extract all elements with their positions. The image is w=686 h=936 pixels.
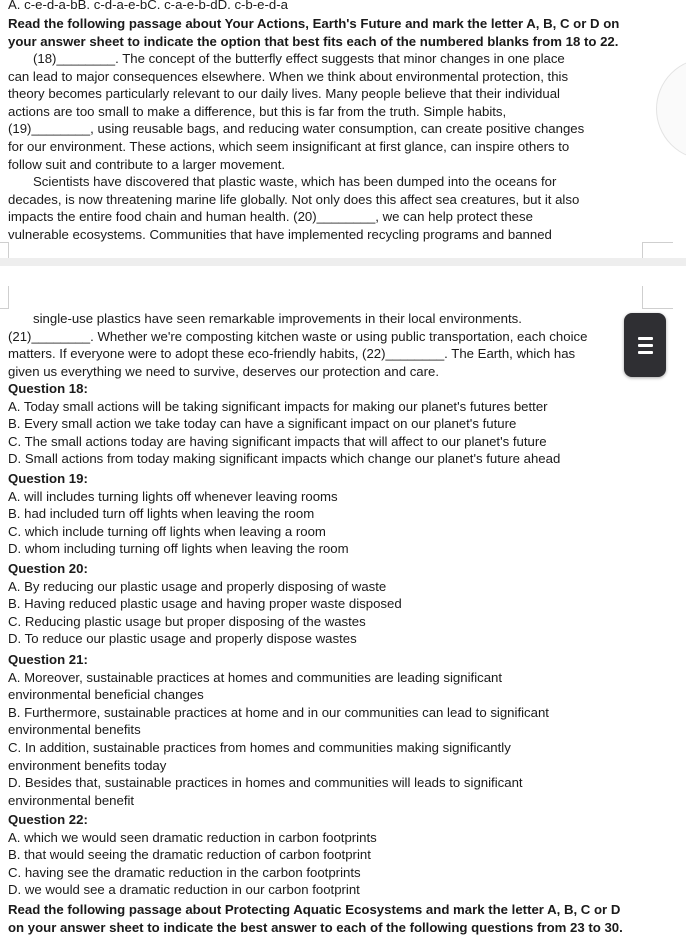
option[interactable]: A. By reducing our plastic usage and properly disposing of waste (8, 578, 387, 594)
option[interactable]: D. whom including turning off lights when leaving the room (8, 541, 349, 557)
option[interactable]: B. Every small action we take today can have a significant impact on our planet's future (8, 416, 517, 432)
menu-icon (638, 351, 653, 354)
page-corner-mark (0, 242, 9, 259)
passage-paragraph-2: Scientists have discovered that plastic waste, which has been dumped into the oceans for decades, is now threatening marine life globally. Not only does this affect sea creatures, but it also impacts the entire food chain and human health. (20)________, we can help protect these vulnerable ecosystems. Communities that have implemented recycling programs and banned (8, 174, 580, 242)
instruction-23-30: Read the following passage about Protecting Aquatic Ecosystems and mark the letter A, B, C or D on your answer sheet to indicate the best answer to each of the following questions from 23 to 30. (8, 902, 623, 935)
question-label: Question 19: (8, 471, 88, 486)
passage-paragraph-1: (18)________. The concept of the butterfly effect suggests that minor changes in one place can lead to major consequences elsewhere. When we think about environmental protection, this theory becomes particularly relevant to our daily lives. Many people believe that their individual actions are too small to make a difference, but this is far from the truth. Simple habits, (19)________, using reusable bags, and reducing water consumption, can create positive changes for our environment. These actions, which seem insignificant at first glance, can inspire others to follow suit and contribute to a larger movement. (8, 51, 585, 172)
question-19 (8, 470, 634, 558)
question-label: Question 21: (8, 652, 88, 667)
option[interactable]: B. Having reduced plastic usage and having proper waste disposed (8, 596, 402, 612)
option[interactable]: D. we would see a dramatic reduction in our carbon footprint (8, 882, 360, 898)
option[interactable]: D. To reduce our plastic usage and properly dispose wastes (8, 631, 357, 647)
option[interactable]: B. Furthermore, sustainable practices at home and in our communities can lead to significant environmental benefits (8, 704, 549, 738)
menu-icon (638, 337, 653, 340)
option[interactable]: B. that would seeing the dramatic reduction of carbon footprint (8, 847, 371, 863)
option[interactable]: D. Besides that, sustainable practices in homes and communities will leads to significant environmental benefit (8, 775, 523, 808)
side-menu-button[interactable] (624, 313, 666, 377)
option[interactable]: A. Today small actions will be taking significant impacts for making our planet's futures better (8, 398, 548, 414)
page-corner-mark (0, 286, 9, 309)
option[interactable]: C. which include turning off lights when leaving a room (8, 523, 326, 539)
page-corner-mark (642, 286, 673, 309)
option[interactable]: C. The small actions today are having significant impacts that will affect to our planet's future (8, 433, 547, 449)
option[interactable]: A. will includes turning lights off whenever leaving rooms (8, 488, 338, 504)
question-18 (8, 380, 634, 468)
top-page (0, 0, 686, 258)
passage-continuation: single-use plastics have seen remarkable improvements in their local environments. (21)________. Whether we're composting kitchen waste or using public transportation, each choice matters. If everyone were to adopt these eco-friendly habits, (22)________. The Earth, which has given us everything we need to survive, deserves our protection and care. (8, 311, 588, 379)
option[interactable]: A. Moreover, sustainable practices at homes and communities are leading significant environmental beneficial changes (8, 669, 503, 703)
menu-icon (638, 344, 653, 347)
option[interactable]: C. Reducing plastic usage but proper disposing of the wastes (8, 613, 366, 629)
question-21 (8, 651, 634, 809)
option[interactable]: D. Small actions from today making significant impacts which change our planet's future ahead (8, 451, 561, 467)
question-20 (8, 560, 634, 648)
option[interactable]: A. which we would seen dramatic reduction in carbon footprints (8, 829, 377, 845)
bottom-page (0, 266, 686, 936)
option[interactable]: B. had included turn off lights when leaving the room (8, 506, 315, 522)
page-separator (0, 258, 686, 266)
instruction-18-22: Read the following passage about Your Actions, Earth's Future and mark the letter A, B, C or D on your answer sheet to indicate the option that best fits each of the numbered blanks from 18 to 22. (8, 16, 620, 49)
decorative-circle (656, 58, 686, 160)
question-label: Question 22: (8, 812, 88, 827)
question-label: Question 20: (8, 561, 88, 576)
question-label: Question 18: (8, 381, 88, 396)
question-22 (8, 811, 634, 899)
page-corner-mark (642, 242, 673, 259)
answer-options-previous (8, 0, 634, 14)
option[interactable]: C. having see the dramatic reduction in the carbon footprints (8, 864, 361, 880)
answer-line: A. c-e-d-a-bB. c-d-a-e-bC. c-a-e-b-dD. c-b-e-d-a (8, 0, 288, 12)
option[interactable]: C. In addition, sustainable practices from homes and communities making significantly environment benefits today (8, 739, 511, 773)
